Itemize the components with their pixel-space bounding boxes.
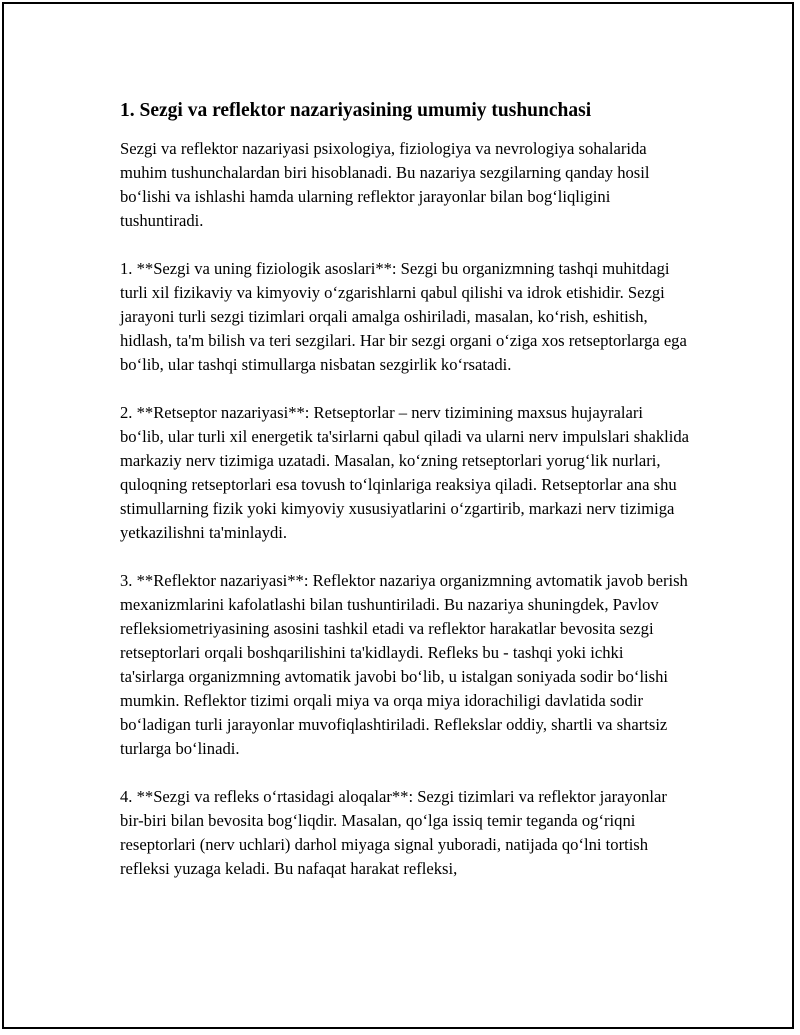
page-frame [2, 2, 794, 1029]
paragraph-retseptor-nazariyasi: 2. **Retseptor nazariyasi**: Retseptorlar – nerv tizimining maxsus hujayralari bo‘lib, ular turli xil energetik ta'sirlarni qabul qiladi va ularni nerv impulslari shaklida markaziy nerv tizimiga uzatadi. Masalan, ko‘zning retseptorlari yorug‘lik nurlari, quloqning retseptorlari esa tovush to‘lqinlariga reaksiya qiladi. Retseptorlar ana shu stimullarning fizik yoki kimyoviy xususiyatlarini o‘zgartirib, markazi nerv tizimiga yetkazilishni ta'minlaydi. [120, 403, 690, 542]
document-body [120, 97, 690, 905]
paragraph-reflektor-nazariyasi: 3. **Reflektor nazariyasi**: Reflektor nazariya organizmning avtomatik javob berish mexanizmlarini kafolatlashi bilan tushuntiriladi. Bu nazariya shuningdek, Pavlov refleksiometriyasining asosini tashkil etadi va reflektor harakatlar bevosita sezgi retseptorlari orqali boshqarilishini ta'kidlaydi. Refleks bu - tashqi yoki ichki ta'sirlarga organizmning avtomatik javobi bo‘lib, u istalgan soniyada sodir bo‘lishi mumkin. Reflektor tizimi orqali miya va orqa miya idorachiligi davlatida sodir bo‘ladigan turli jarayonlar muvofiqlashtiriladi. Reflekslar oddiy, shartli va shartsiz turlarga bo‘linadi. [120, 571, 688, 758]
intro-paragraph: Sezgi va reflektor nazariyasi psixologiya, fiziologiya va nevrologiya sohalarida muhim tushunchalardan biri hisoblanadi. Bu nazariya sezgilarning qanday hosil bo‘lishi va ishlashi hamda ularning reflektor jarayonlar bilan bog‘liqligini tushuntiradi. [120, 139, 650, 230]
paragraph-sezgi-refleks-aloqalar: 4. **Sezgi va refleks o‘rtasidagi aloqalar**: Sezgi tizimlari va reflektor jarayonlar bir-biri bilan bevosita bog‘liqdir. Masalan, qo‘lga issiq temir teganda og‘riqni reseptorlari (nerv uchlari) darhol miyaga signal yuboradi, natijada qo‘lni tortish refleksi yuzaga keladi. Bu nafaqat harakat refleksi, [120, 787, 667, 878]
section-heading: 1. Sezgi va reflektor nazariyasining umumiy tushunchasi [120, 100, 592, 121]
paragraph-sezgi-fiziologik-asoslari: 1. **Sezgi va uning fiziologik asoslari**: Sezgi bu organizmning tashqi muhitdagi turli xil fizikaviy va kimyoviy o‘zgarishlarni qabul qilishi va idrok etishidir. Sezgi jarayoni turli sezgi tizimlari orqali amalga oshiriladi, masalan, ko‘rish, eshitish, hidlash, ta'm bilish va teri sezgilari. Har bir sezgi organi o‘ziga xos retseptorlarga ega bo‘lib, ular tashqi stimullarga nisbatan sezgirlik ko‘rsatadi. [120, 259, 687, 374]
